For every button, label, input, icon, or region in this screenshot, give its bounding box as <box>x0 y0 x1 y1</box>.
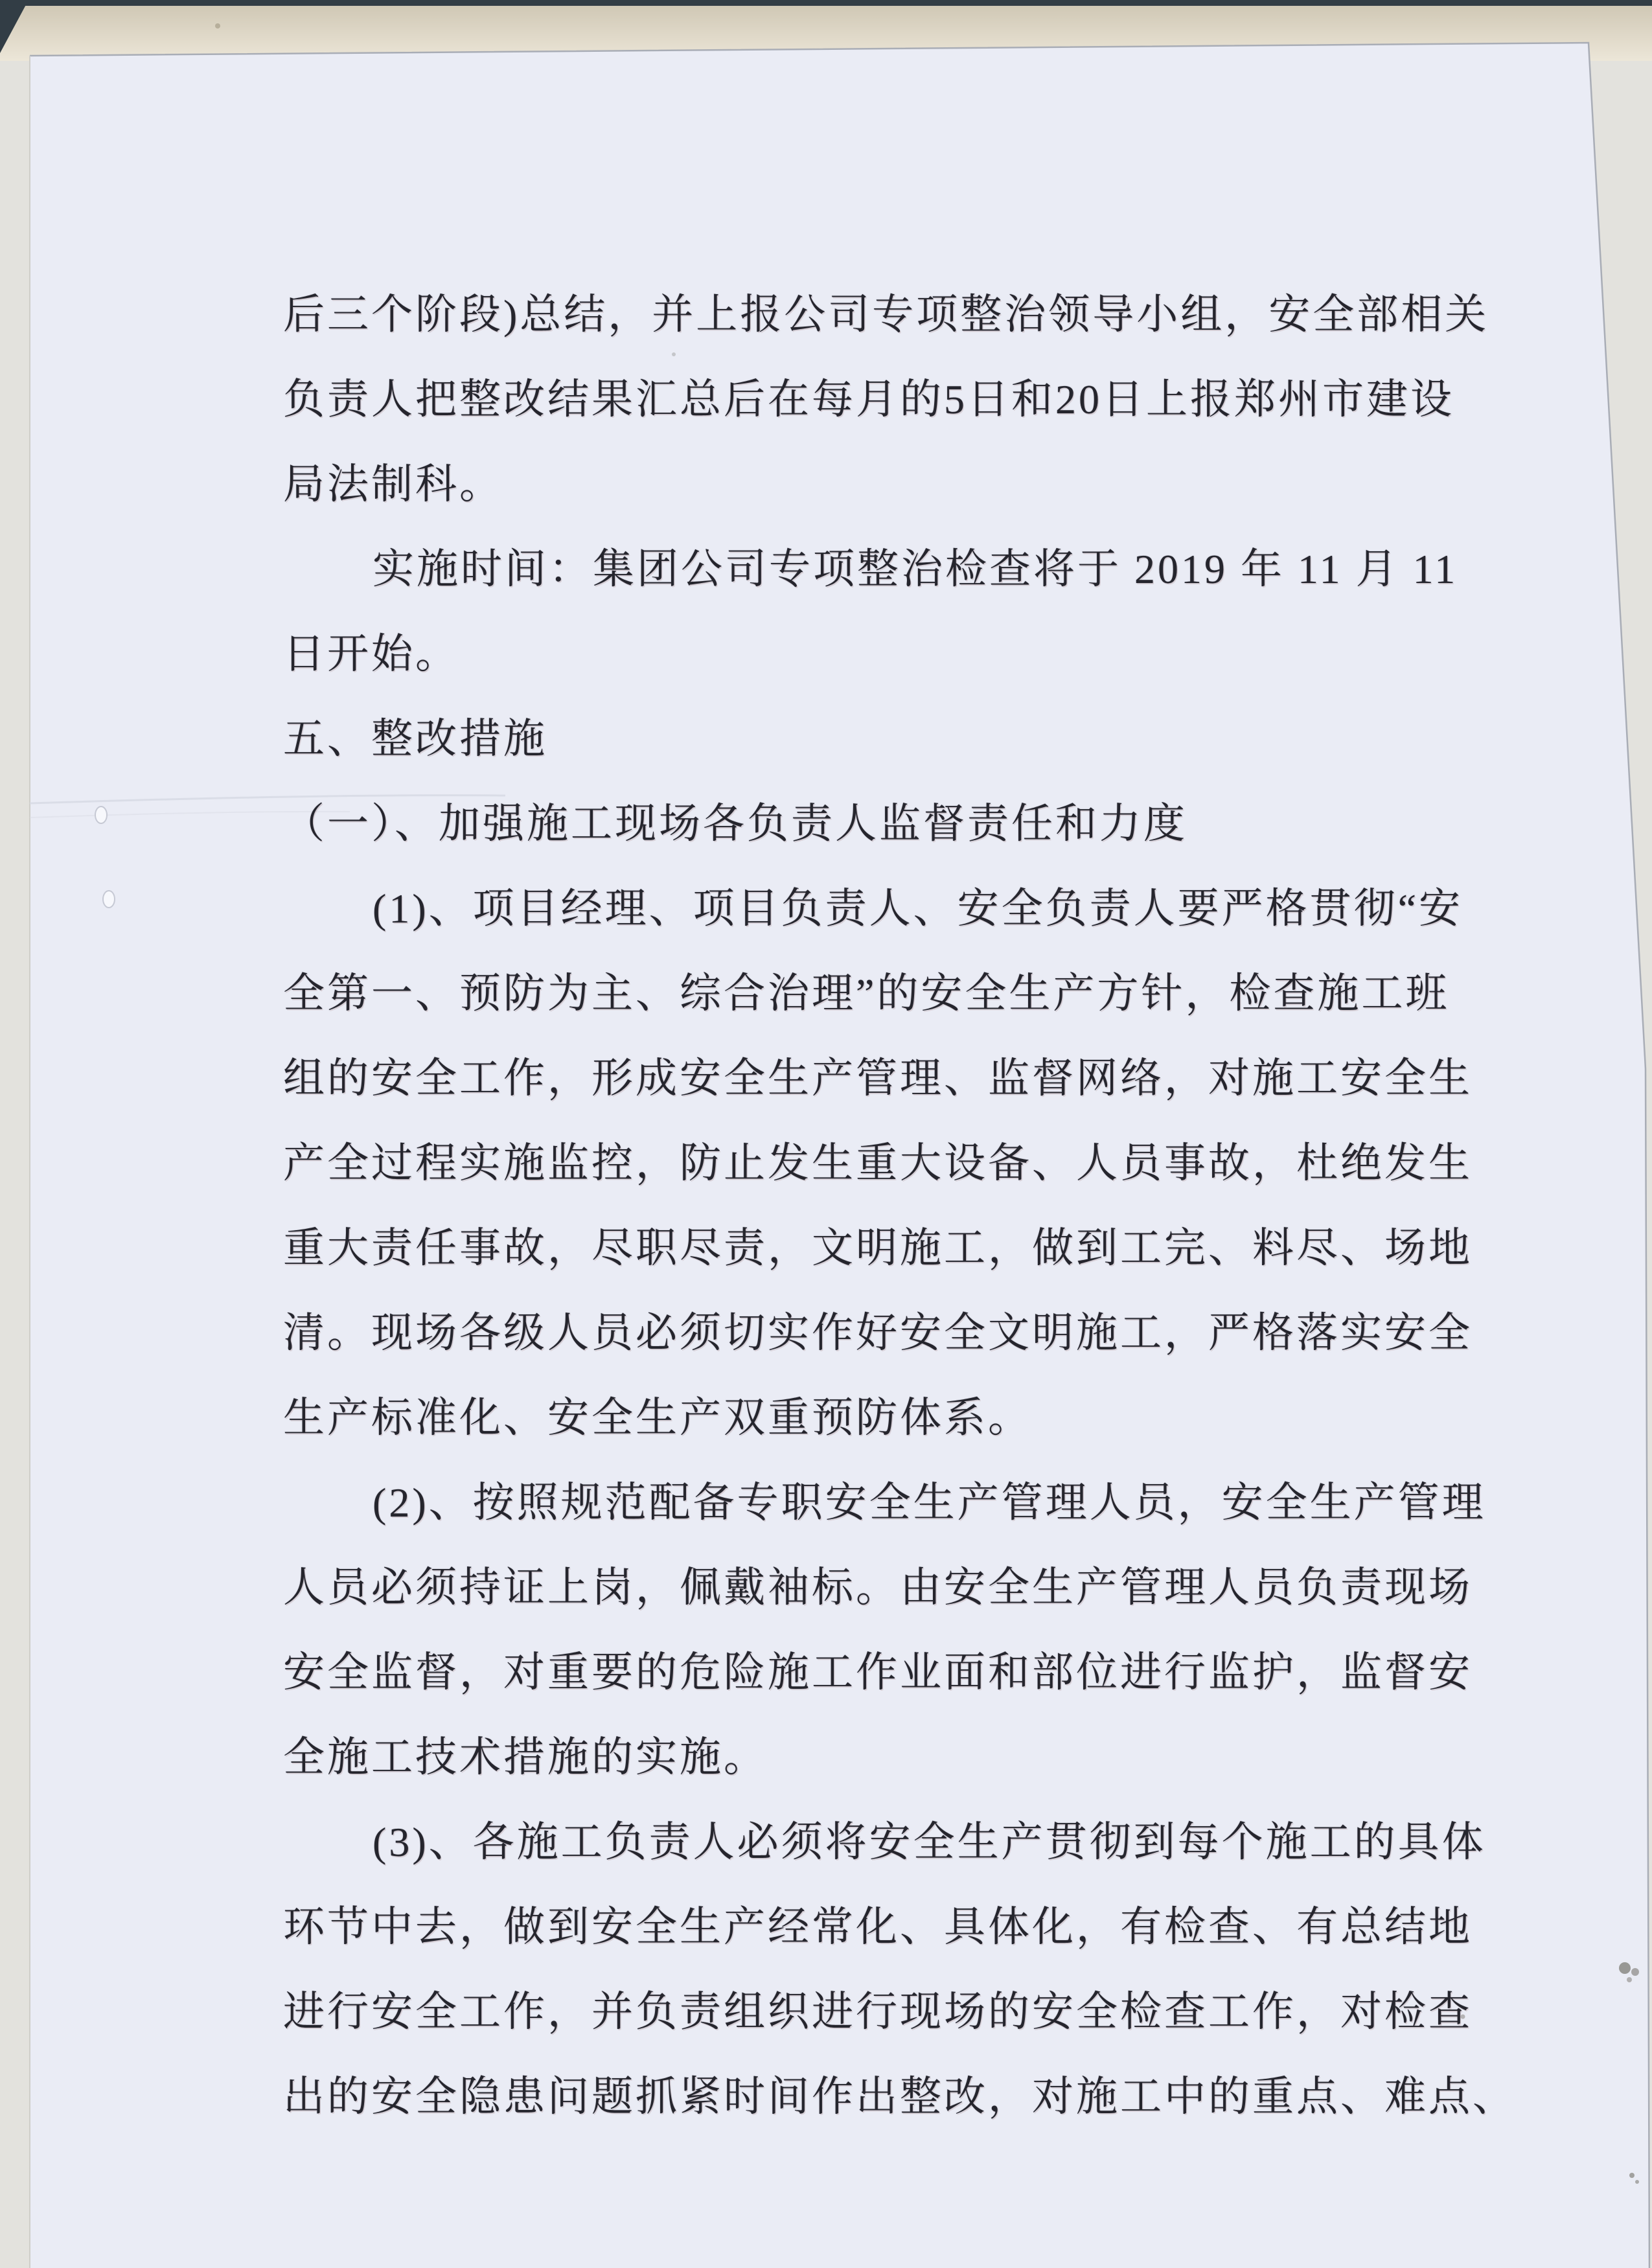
text-line: 负责人把整改结果汇总后在每月的5日和20日上报郑州市建设 <box>283 376 1454 422</box>
text-line: 清。现场各级人员必须切实作好安全文明施工，严格落实安全 <box>283 1310 1473 1356</box>
text-line: 环节中去，做到安全生产经常化、具体化，有检查、有总结地 <box>283 1904 1473 1950</box>
text-line: 组的安全工作，形成安全生产管理、监督网络，对施工安全生 <box>283 1055 1473 1101</box>
scanner-edge-strip <box>0 0 1652 6</box>
document-body <box>283 272 1517 2139</box>
staple-dent <box>95 807 107 823</box>
text-line: 实施时间：集团公司专项整治检查将于 2019 年 11 月 11 <box>373 546 1458 592</box>
text-line: （一）、加强施工现场各负责人监督责任和力度 <box>283 801 1187 847</box>
text-line: 五、整改措施 <box>283 716 547 762</box>
text-line: (2)、按照规范配备专职安全生产管理人员，安全生产管理 <box>373 1480 1486 1526</box>
text-line: 后三个阶段)总结，并上报公司专项整治领导小组，安全部相关 <box>283 292 1489 338</box>
staple-dent <box>103 891 115 908</box>
text-line: 进行安全工作，并负责组织进行现场的安全检查工作，对检查 <box>283 1989 1473 2035</box>
text-line: (3)、各施工负责人必须将安全生产贯彻到每个施工的具体 <box>373 1819 1486 1865</box>
text-line: 人员必须持证上岗，佩戴袖标。由安全生产管理人员负责现场 <box>283 1564 1473 1610</box>
text-line: 日开始。 <box>283 631 459 677</box>
text-line: 重大责任事故，尽职尽责，文明施工，做到工完、料尽、场地 <box>283 1225 1473 1271</box>
text-line: 生产标准化、安全生产双重预防体系。 <box>283 1395 1032 1441</box>
text-line: 出的安全隐患问题抓紧时间作出整改，对施工中的重点、难点、 <box>283 2074 1517 2120</box>
text-line: 全施工技术措施的实施。 <box>283 1734 768 1780</box>
text-line: 局法制科。 <box>283 461 503 507</box>
text-line: (1)、项目经理、项目负责人、安全负责人要严格贯彻“安 <box>373 886 1463 932</box>
text-line: 安全监督，对重要的危险施工作业面和部位进行监护，监督安 <box>283 1649 1473 1695</box>
text-line: 全第一、预防为主、综合治理”的安全生产方针，检查施工班 <box>283 970 1450 1016</box>
text-line: 产全过程实施监控，防止发生重大设备、人员事故，杜绝发生 <box>283 1140 1473 1186</box>
